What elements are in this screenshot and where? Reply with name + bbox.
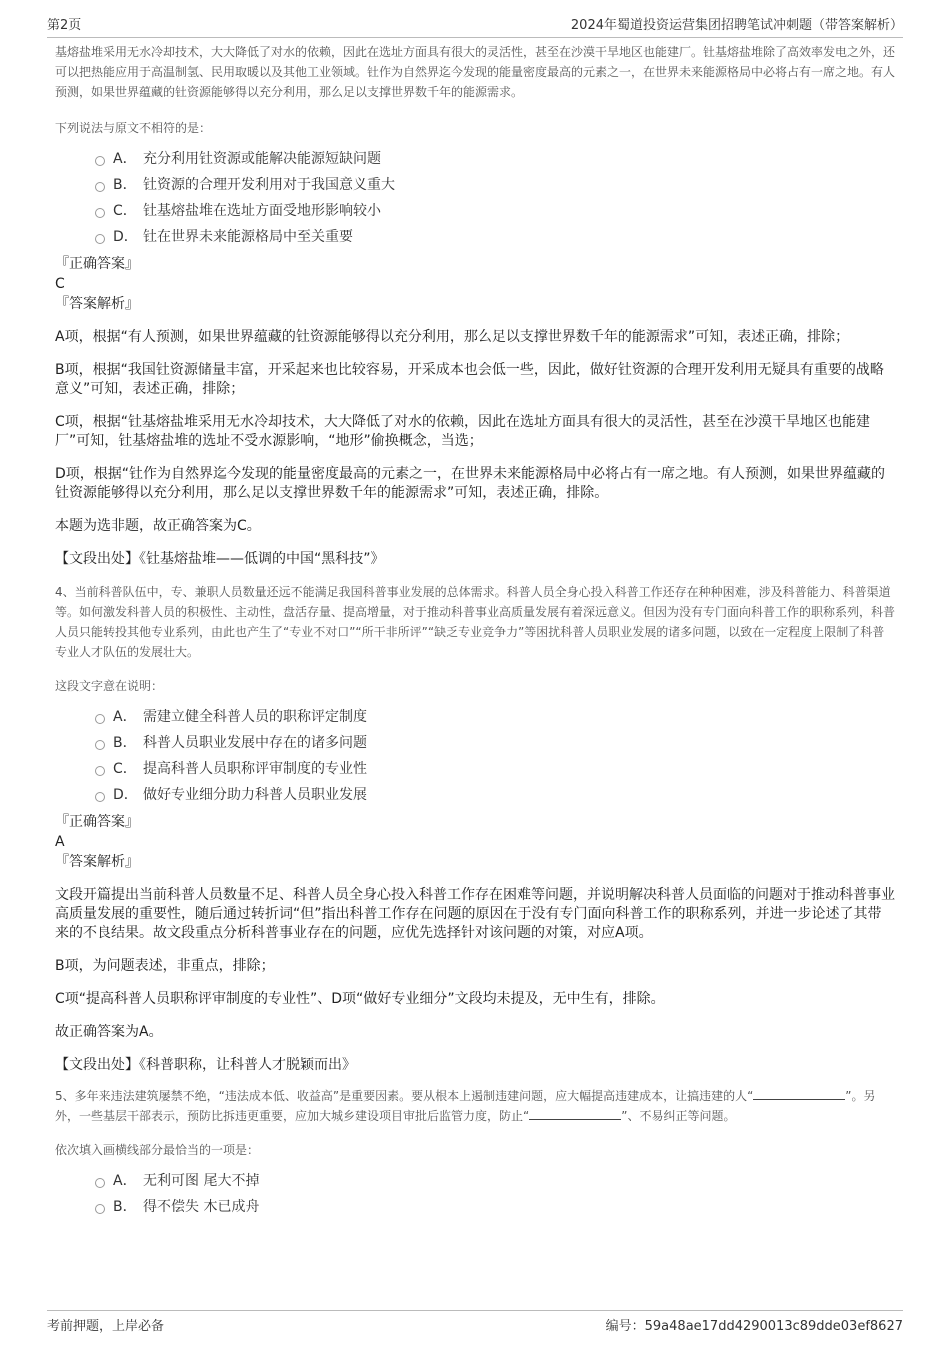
q4-option-b[interactable]: B． 科普人员职业发展中存在的诸多问题 — [95, 730, 895, 756]
q5-option-a[interactable]: A． 无利可图 尾大不掉 — [95, 1168, 895, 1194]
q4-analysis-main: 文段开篇提出当前科普人员数量不足、科普人员全身心投入科普工作存在困难等问题，并说明解决科普人员面临的问题对于推动科普事业高质量发展的重要性，随后通过转折词“但”指出科普工作存在问题的原因在于没有专门面向科普工作的职称系列，并进一步论述了其带来的不良结果。故文段重点分析科普事业存在的问题，应优先选择针对该问题的对策，对应A项。 — [55, 887, 895, 941]
q3-option-a[interactable]: A． 充分利用钍资源或能解决能源短缺问题 — [95, 146, 895, 172]
q5-options — [95, 1168, 895, 1220]
document-id: 编号：59a48ae17dd4290013c89dde03ef8627 — [605, 1319, 903, 1334]
intro-paragraph: 基熔盐堆采用无水冷却技术，大大降低了对水的依赖，因此在选址方面具有很大的灵活性，甚至在沙漠干旱地区也能建厂。钍基熔盐堆除了高效率发电之外，还可以把热能应用于高温制氢、民用取暖以及其他工业领域。钍作为自然界迄今发现的能量密度最高的元素之一，在世界未来能源格局中必将占有一席之地。有人预测，如果世界蕴藏的钍资源能够得以充分利用，那么足以支撑世界数千年的能源需求。 — [55, 45, 896, 99]
document-title: 2024年蜀道投资运营集团招聘笔试冲刺题（带答案解析） — [570, 18, 903, 33]
radio-icon[interactable] — [95, 714, 105, 724]
radio-icon[interactable] — [95, 156, 105, 166]
q3-answer: C — [55, 276, 65, 292]
radio-icon[interactable] — [95, 208, 105, 218]
q3-analysis-label: 『答案解析』 — [55, 296, 139, 312]
q4-analysis-b: B项，为问题表述，非重点，排除； — [55, 958, 275, 974]
radio-icon[interactable] — [95, 182, 105, 192]
q5-prompt: 依次填入画横线部分最恰当的一项是： — [55, 1143, 260, 1157]
content — [55, 42, 895, 1224]
q5-stem: 5、多年来违法建筑屡禁不绝，“违法成本低、收益高”是重要因素。要从根本上遏制违建问题，应大幅提高违建成本，让搞违建的人“ ”。另外，一些基层干部表示，预防比拆违更重要，应加大城乡建设项目审批后监管力度，防止“ ”、不易纠正等问题。 — [55, 1089, 876, 1123]
q4-stem: 4、当前科普队伍中，专、兼职人员数量还远不能满足我国科普事业发展的总体需求。科普人员全身心投入科普工作还存在种种困难，涉及科普能力、科普渠道等。如何激发科普人员的积极性、主动性，盘活存量、提高增量，对于推动科普事业高质量发展有着深远意义。但因为没有专门面向科普工作的职称系列，科普人员只能转投其他专业系列，由此也产生了“专业不对口”“所干非所评”“缺乏专业竞争力”等困扰科普人员职业发展的诸多问题，以致在一定程度上限制了科普专业人才队伍的发展壮大。 — [55, 585, 896, 659]
radio-icon[interactable] — [95, 766, 105, 776]
blank-2 — [529, 1109, 621, 1120]
page-header — [47, 0, 903, 38]
footer-slogan: 考前押题，上岸必备 — [47, 1319, 165, 1334]
radio-icon[interactable] — [95, 1178, 105, 1188]
q4-option-c[interactable]: C． 提高科普人员职称评审制度的专业性 — [95, 756, 895, 782]
q3-analysis-b: B项，根据“我国钍资源储量丰富，开采起来也比较容易，开采成本也会低一些，因此，做好钍资源的合理开发利用无疑具有重要的战略意义”可知，表述正确，排除； — [55, 362, 884, 397]
q3-analysis-c: C项，根据“钍基熔盐堆采用无水冷却技术，大大降低了对水的依赖，因此在选址方面具有很大的灵活性，甚至在沙漠干旱地区也能建厂”可知，钍基熔盐堆的选址不受水源影响，“地形”偷换概念，当选； — [55, 414, 871, 449]
q4-source: 【文段出处】《科普职称，让科普人才脱颖而出》 — [55, 1057, 356, 1073]
radio-icon[interactable] — [95, 792, 105, 802]
q3-options — [95, 146, 895, 250]
q3-answer-label: 『正确答案』 — [55, 256, 139, 272]
page-number: 第2页 — [47, 18, 82, 33]
q4-analysis-cd: C项“提高科普人员职称评审制度的专业性”、D项“做好专业细分”文段均未提及，无中生有，排除。 — [55, 991, 665, 1007]
q5-option-b[interactable]: B． 得不偿失 木已成舟 — [95, 1194, 895, 1220]
q3-source: 【文段出处】《钍基熔盐堆——低调的中国“黑科技”》 — [55, 551, 385, 567]
q4-conclusion: 故正确答案为A。 — [55, 1024, 163, 1040]
q3-analysis-d: D项，根据“钍作为自然界迄今发现的能量密度最高的元素之一，在世界未来能源格局中必将占有一席之地。有人预测，如果世界蕴藏的钍资源能够得以充分利用，那么足以支撑世界数千年的能源需求”可知，表述正确，排除。 — [55, 466, 886, 501]
q4-prompt: 这段文字意在说明： — [55, 679, 164, 693]
q3-option-c[interactable]: C． 钍基熔盐堆在选址方面受地形影响较小 — [95, 198, 895, 224]
radio-icon[interactable] — [95, 234, 105, 244]
page-footer — [47, 1310, 903, 1334]
q3-option-b[interactable]: B． 钍资源的合理开发利用对于我国意义重大 — [95, 172, 895, 198]
q3-prompt: 下列说法与原文不相符的是： — [55, 121, 212, 135]
blank-1 — [753, 1089, 845, 1100]
q4-answer: A — [55, 834, 65, 850]
q3-analysis-a: A项，根据“有人预测，如果世界蕴藏的钍资源能够得以充分利用，那么足以支撑世界数千年的能源需求”可知，表述正确，排除； — [55, 329, 850, 345]
q3-conclusion: 本题为选非题，故正确答案为C。 — [55, 518, 261, 534]
q4-analysis-label: 『答案解析』 — [55, 854, 139, 870]
q4-option-d[interactable]: D． 做好专业细分助力科普人员职业发展 — [95, 782, 895, 808]
radio-icon[interactable] — [95, 740, 105, 750]
radio-icon[interactable] — [95, 1204, 105, 1214]
q4-answer-label: 『正确答案』 — [55, 814, 139, 830]
q3-option-d[interactable]: D． 钍在世界未来能源格局中至关重要 — [95, 224, 895, 250]
q4-option-a[interactable]: A． 需建立健全科普人员的职称评定制度 — [95, 704, 895, 730]
q4-options — [95, 704, 895, 808]
